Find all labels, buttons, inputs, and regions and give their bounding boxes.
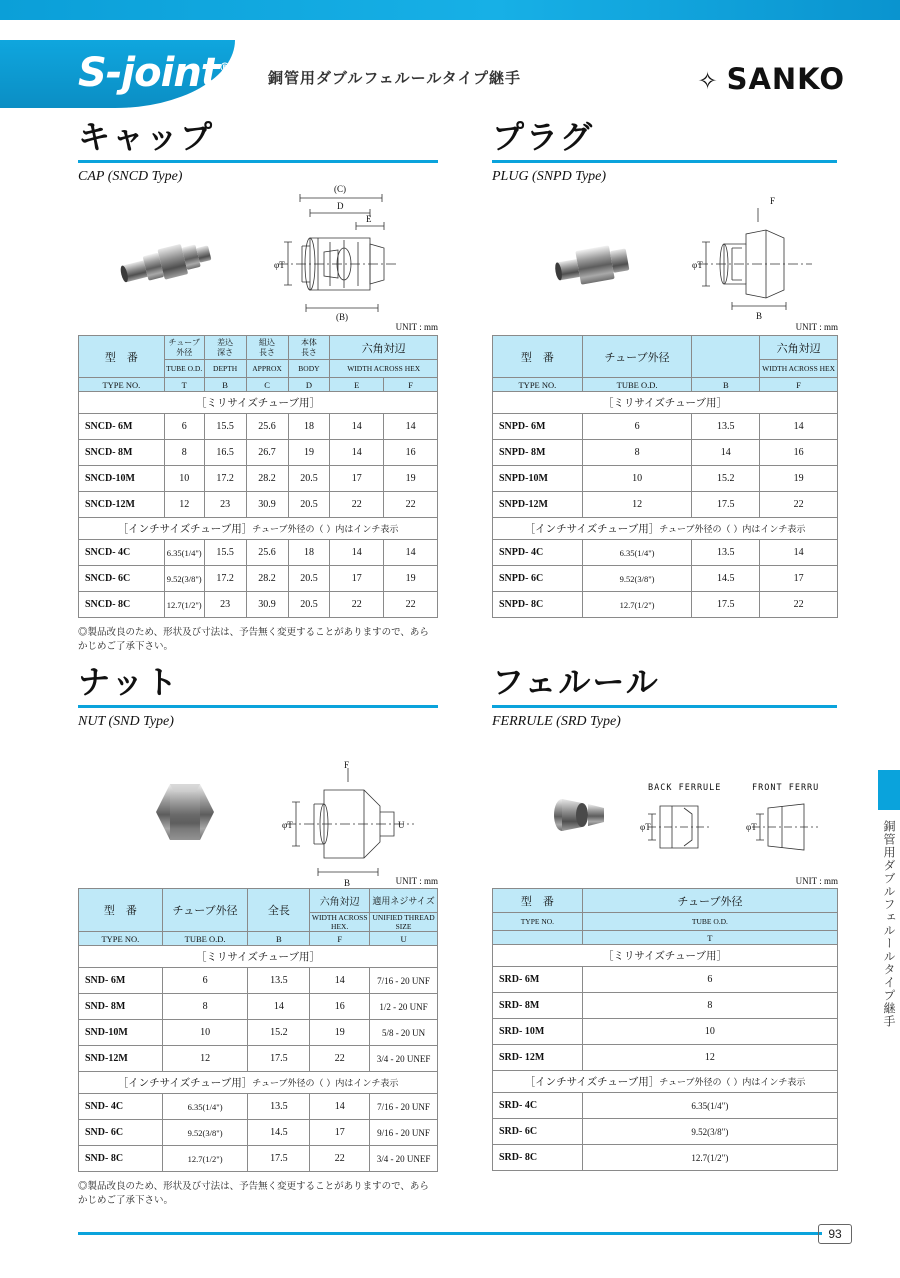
plug-sym-b: B	[692, 378, 760, 392]
svg-text:D: D	[337, 201, 344, 211]
cell-t: 10	[582, 1019, 837, 1045]
table-row	[79, 540, 438, 566]
inch-note: チューブ外径の（ ）内はインチ表示	[659, 525, 806, 535]
plug-hdr-en-hex: WIDTH ACROSS HEX	[760, 360, 838, 378]
cell-type: SNPD- 4C	[493, 540, 583, 566]
nut-sym-f: F	[310, 932, 370, 946]
svg-text:B: B	[756, 311, 763, 321]
nut-header-jp	[79, 889, 438, 913]
cell-f: 16	[310, 994, 370, 1020]
cell-d: 20.5	[288, 466, 330, 492]
cell-type: SNCD-12M	[79, 492, 165, 518]
table-row	[79, 1020, 438, 1046]
cell-c: 28.2	[246, 566, 288, 592]
ferrule-header-sym	[493, 931, 838, 945]
cell-f: 16	[760, 440, 838, 466]
table-row	[79, 566, 438, 592]
cell-f: 17	[760, 566, 838, 592]
table-row	[493, 440, 838, 466]
cap-hdr-od: チューブ 外径	[164, 336, 204, 360]
section-subtitle-cap: CAP (SNCD Type)	[78, 169, 183, 184]
page-header	[0, 20, 900, 96]
cell-f: 14	[760, 414, 838, 440]
section-subtitle-nut: NUT (SND Type)	[78, 714, 174, 729]
cell-e: 17	[330, 566, 384, 592]
cell-t: 6	[162, 968, 248, 994]
nut-hdr-en-hex: WIDTH ACROSS HEX.	[310, 913, 370, 932]
table-row	[493, 466, 838, 492]
cell-b: 13.5	[248, 1094, 310, 1120]
cell-f: 17	[310, 1120, 370, 1146]
page-number: 93	[818, 1224, 852, 1244]
cell-f: 16	[384, 440, 438, 466]
cell-b: 15.5	[204, 540, 246, 566]
cell-f: 19	[384, 566, 438, 592]
cell-type: SRD- 8M	[493, 993, 583, 1019]
cell-d: 20.5	[288, 566, 330, 592]
cell-t: 8	[582, 440, 692, 466]
cell-f: 22	[310, 1146, 370, 1172]
cap-hdr-depth: 差込 深さ	[204, 336, 246, 360]
ferrule-hdr-en-od: TUBE O.D.	[582, 913, 837, 931]
table-row	[493, 993, 838, 1019]
cell-b: 14	[692, 440, 760, 466]
table-row	[79, 414, 438, 440]
cell-b: 17.5	[248, 1146, 310, 1172]
sanko-brand	[697, 62, 845, 96]
cap-hdr-hex: 六角対辺	[330, 336, 438, 360]
cap-header-jp	[79, 336, 438, 360]
cap-sym-b: B	[204, 378, 246, 392]
cap-spec-table	[78, 335, 438, 652]
inch-note: チューブ外径の（ ）内はインチ表示	[252, 525, 399, 535]
svg-text:FRONT FERRU: FRONT FERRU	[752, 783, 820, 793]
cell-type: SND- 6M	[79, 968, 163, 994]
nut-group-inch-label	[79, 1072, 438, 1094]
svg-text:φT: φT	[746, 822, 757, 832]
cell-c: 25.6	[246, 540, 288, 566]
cell-type: SND- 8M	[79, 994, 163, 1020]
cell-d: 18	[288, 540, 330, 566]
cell-type: SND- 8C	[79, 1146, 163, 1172]
section-cap	[78, 112, 438, 185]
cell-f: 19	[384, 466, 438, 492]
cap-sym-t: T	[164, 378, 204, 392]
footer-rule	[78, 1232, 822, 1235]
section-title-plug: プラグ	[492, 118, 595, 156]
nut-sym-u: U	[370, 932, 438, 946]
table-row	[493, 1119, 838, 1145]
nut-group-inch	[79, 1072, 438, 1094]
cell-d: 20.5	[288, 492, 330, 518]
nut-hdr-thread: 適用ネジサイズ	[370, 889, 438, 913]
table-row	[493, 540, 838, 566]
plug-sym-od: TUBE O.D.	[582, 378, 692, 392]
plug-group-inch-label	[493, 518, 838, 540]
cell-b: 23	[204, 592, 246, 618]
svg-text:φT: φT	[274, 260, 285, 270]
cell-b: 15.2	[248, 1020, 310, 1046]
plug-hdr-blank	[692, 336, 760, 378]
nut-sym-type: TYPE NO.	[79, 932, 163, 946]
cell-b: 17.5	[248, 1046, 310, 1072]
cap-hdr-en-hex: WIDTH ACROSS HEX	[330, 360, 438, 378]
nut-spec-table	[78, 888, 438, 1206]
cell-c: 28.2	[246, 466, 288, 492]
cap-hdr-en-body: BODY	[288, 360, 330, 378]
cell-t: 9.52(3/8")	[582, 566, 692, 592]
cap-sym-c: C	[246, 378, 288, 392]
cell-e: 14	[330, 540, 384, 566]
cell-t: 10	[162, 1020, 248, 1046]
nut-hdr-hex: 六角対辺	[310, 889, 370, 913]
plug-product-photo	[540, 230, 650, 300]
table-row	[493, 1019, 838, 1045]
cell-type: SNCD- 4C	[79, 540, 165, 566]
cell-type: SND-10M	[79, 1020, 163, 1046]
sanko-diamond-icon: ✧	[697, 67, 719, 95]
section-rule-plug	[492, 160, 837, 163]
cell-f: 22	[310, 1046, 370, 1072]
cell-t: 6.35(1/4")	[582, 1093, 837, 1119]
cell-f: 14	[310, 1094, 370, 1120]
cell-type: SNPD- 8C	[493, 592, 583, 618]
table-row	[79, 1046, 438, 1072]
cell-f: 14	[384, 540, 438, 566]
ferrule-sym-blank	[493, 931, 583, 945]
cell-t: 12	[164, 492, 204, 518]
ferrule-group-inch	[493, 1071, 838, 1093]
cell-b: 23	[204, 492, 246, 518]
cell-c: 30.9	[246, 492, 288, 518]
table-row	[79, 492, 438, 518]
cell-b: 15.5	[204, 414, 246, 440]
section-title-nut: ナット	[78, 663, 180, 701]
inch-label: ［インチサイズチューブ用］	[524, 523, 660, 535]
cell-c: 25.6	[246, 414, 288, 440]
cell-d: 20.5	[288, 592, 330, 618]
cap-hdr-en-depth: DEPTH	[204, 360, 246, 378]
s-joint-logo	[78, 50, 230, 96]
cell-t: 9.52(3/8")	[164, 566, 204, 592]
inch-label: ［インチサイズチューブ用］	[524, 1076, 660, 1088]
svg-text:φT: φT	[640, 822, 651, 832]
cell-t: 12	[162, 1046, 248, 1072]
cell-type: SND- 4C	[79, 1094, 163, 1120]
plug-hdr-hex: 六角対辺	[760, 336, 838, 360]
plug-group-milli-label: ［ミリサイズチューブ用］	[493, 392, 838, 414]
cell-f: 19	[760, 466, 838, 492]
ferrule-group-milli-label: ［ミリサイズチューブ用］	[493, 945, 838, 967]
cell-b: 13.5	[692, 540, 760, 566]
cap-group-milli	[79, 392, 438, 414]
cell-t: 9.52(3/8")	[162, 1120, 248, 1146]
cell-d: 18	[288, 414, 330, 440]
cell-f: 19	[310, 1020, 370, 1046]
ferrule-unit-label: UNIT : mm	[795, 876, 838, 886]
inch-note: チューブ外径の（ ）内はインチ表示	[252, 1079, 399, 1089]
cell-f: 22	[384, 492, 438, 518]
cell-f: 14	[760, 540, 838, 566]
section-subtitle-plug: PLUG (SNPD Type)	[492, 169, 607, 184]
cell-t: 12.7(1/2")	[164, 592, 204, 618]
nut-hdr-len: 全長	[248, 889, 310, 932]
cell-type: SRD- 12M	[493, 1045, 583, 1071]
cell-type: SNCD- 8C	[79, 592, 165, 618]
inch-label: ［インチサイズチューブ用］	[117, 1077, 253, 1089]
cap-sym-type: TYPE NO.	[79, 378, 165, 392]
cell-f: 22	[384, 592, 438, 618]
ferrule-product-photo	[548, 790, 618, 840]
ferrule-group-inch-label	[493, 1071, 838, 1093]
table-row	[493, 566, 838, 592]
cell-c: 30.9	[246, 592, 288, 618]
cell-type: SRD- 10M	[493, 1019, 583, 1045]
cap-sym-d: D	[288, 378, 330, 392]
cell-t: 9.52(3/8")	[582, 1119, 837, 1145]
nut-hdr-od: チューブ外径	[162, 889, 248, 932]
ferrule-sym-t: T	[582, 931, 837, 945]
cap-unit-label: UNIT : mm	[395, 322, 438, 332]
cell-t: 6	[582, 414, 692, 440]
plug-hdr-od: チューブ外径	[582, 336, 692, 378]
plug-spec-table	[492, 335, 838, 618]
plug-header-jp	[493, 336, 838, 360]
cap-footnote: ◎製品改良のため、形状及び寸法は、予告無く変更することがありますので、あらかじめご了承下さい。	[78, 627, 429, 652]
cell-e: 22	[330, 592, 384, 618]
nut-sym-od: TUBE O.D.	[162, 932, 248, 946]
table-row	[79, 440, 438, 466]
cell-type: SRD- 4C	[493, 1093, 583, 1119]
cell-e: 22	[330, 492, 384, 518]
cell-u: 9/16 - 20 UNF	[370, 1120, 438, 1146]
cell-type: SRD- 6C	[493, 1119, 583, 1145]
cell-t: 12	[582, 492, 692, 518]
nut-footnote: ◎製品改良のため、形状及び寸法は、予告無く変更することがありますので、あらかじめご了承下さい。	[78, 1181, 429, 1206]
svg-text:φT: φT	[282, 820, 293, 830]
table-row	[79, 1146, 438, 1172]
cell-u: 3/4 - 20 UNEF	[370, 1046, 438, 1072]
table-row	[79, 968, 438, 994]
cell-u: 3/4 - 20 UNEF	[370, 1146, 438, 1172]
cell-t: 8	[162, 994, 248, 1020]
cell-type: SNPD-10M	[493, 466, 583, 492]
cell-t: 12.7(1/2")	[582, 592, 692, 618]
header-title: 銅管用ダブルフェルールタイプ継手	[268, 70, 522, 87]
cell-b: 13.5	[248, 968, 310, 994]
svg-text:B: B	[344, 878, 351, 888]
ferrule-header-jp	[493, 889, 838, 913]
table-row	[79, 592, 438, 618]
ferrule-hdr-en-type: TYPE NO.	[493, 913, 583, 931]
cell-t: 6	[582, 967, 837, 993]
cell-type: SNCD-10M	[79, 466, 165, 492]
cell-type: SNPD- 8M	[493, 440, 583, 466]
nut-hdr-en-thread: UNIFIED THREAD SIZE	[370, 913, 438, 932]
cap-sym-f: F	[384, 378, 438, 392]
cell-f: 22	[760, 592, 838, 618]
plug-group-milli	[493, 392, 838, 414]
cell-e: 14	[330, 414, 384, 440]
cap-group-milli-label: ［ミリサイズチューブ用］	[79, 392, 438, 414]
cell-type: SNPD- 6C	[493, 566, 583, 592]
nut-group-milli	[79, 946, 438, 968]
table-row	[79, 1094, 438, 1120]
plug-group-inch	[493, 518, 838, 540]
cell-type: SNCD- 6M	[79, 414, 165, 440]
cell-u: 7/16 - 20 UNF	[370, 968, 438, 994]
cell-type: SNCD- 6C	[79, 566, 165, 592]
cap-group-inch-label	[79, 518, 438, 540]
cell-type: SNCD- 8M	[79, 440, 165, 466]
cell-b: 17.2	[204, 466, 246, 492]
cap-hdr-body: 本体 長さ	[288, 336, 330, 360]
side-index-label: 銅管用ダブルフェルールタイプ継手	[882, 820, 896, 1028]
cell-type: SRD- 6M	[493, 967, 583, 993]
nut-hdr-type: 型 番	[79, 889, 163, 932]
cap-hdr-approx: 組込 長さ	[246, 336, 288, 360]
cell-b: 17.2	[204, 566, 246, 592]
cell-t: 10	[582, 466, 692, 492]
ferrule-technical-drawing	[640, 778, 840, 868]
logo-text: S-joint	[78, 50, 219, 96]
nut-product-photo	[140, 770, 230, 860]
cell-type: SND-12M	[79, 1046, 163, 1072]
table-row	[79, 1120, 438, 1146]
cap-header-sym	[79, 378, 438, 392]
svg-text:(C): (C)	[334, 184, 346, 194]
cell-b: 17.5	[692, 592, 760, 618]
cell-u: 7/16 - 20 UNF	[370, 1094, 438, 1120]
table-row	[493, 1045, 838, 1071]
cap-product-photo	[105, 228, 235, 298]
cap-technical-drawing	[258, 180, 438, 325]
cell-e: 17	[330, 466, 384, 492]
cell-b: 13.5	[692, 414, 760, 440]
ferrule-hdr-type: 型 番	[493, 889, 583, 913]
cell-type: SNPD- 6M	[493, 414, 583, 440]
cell-f: 22	[760, 492, 838, 518]
cell-t: 12	[582, 1045, 837, 1071]
plug-sym-type: TYPE NO.	[493, 378, 583, 392]
ferrule-spec-table	[492, 888, 838, 1171]
plug-unit-label: UNIT : mm	[795, 322, 838, 332]
cell-d: 19	[288, 440, 330, 466]
cell-b: 16.5	[204, 440, 246, 466]
table-row	[493, 414, 838, 440]
cell-e: 14	[330, 440, 384, 466]
cell-f: 14	[310, 968, 370, 994]
cell-t: 6	[164, 414, 204, 440]
cell-type: SRD- 8C	[493, 1145, 583, 1171]
ferrule-hdr-od: チューブ外径	[582, 889, 837, 913]
registered-mark: ®	[218, 60, 230, 75]
svg-text:(B): (B)	[336, 312, 348, 322]
section-subtitle-ferrule: FERRULE (SRD Type)	[492, 714, 621, 729]
table-row	[493, 1145, 838, 1171]
table-row	[493, 592, 838, 618]
cell-b: 17.5	[692, 492, 760, 518]
plug-technical-drawing	[680, 186, 840, 326]
nut-group-milli-label: ［ミリサイズチューブ用］	[79, 946, 438, 968]
cap-group-inch	[79, 518, 438, 540]
cell-t: 10	[164, 466, 204, 492]
table-row	[493, 492, 838, 518]
cell-c: 26.7	[246, 440, 288, 466]
ferrule-group-milli	[493, 945, 838, 967]
table-row	[79, 466, 438, 492]
cell-t: 6.35(1/4")	[582, 540, 692, 566]
svg-text:BACK FERRULE: BACK FERRULE	[648, 783, 722, 793]
svg-text:F: F	[344, 760, 350, 770]
cell-b: 14.5	[248, 1120, 310, 1146]
svg-text:E: E	[366, 214, 372, 224]
cell-u: 5/8 - 20 UN	[370, 1020, 438, 1046]
plug-hdr-type: 型 番	[493, 336, 583, 378]
section-nut	[78, 657, 438, 730]
cell-f: 14	[384, 414, 438, 440]
svg-text:F: F	[770, 196, 776, 206]
cell-b: 15.2	[692, 466, 760, 492]
cap-sym-e: E	[330, 378, 384, 392]
section-title-cap: キャップ	[78, 118, 215, 156]
cell-b: 14.5	[692, 566, 760, 592]
nut-sym-b: B	[248, 932, 310, 946]
inch-label: ［インチサイズチューブ用］	[117, 523, 253, 535]
cell-t: 12.7(1/2")	[582, 1145, 837, 1171]
cell-t: 6.35(1/4")	[164, 540, 204, 566]
svg-text:φT: φT	[692, 260, 703, 270]
cell-t: 8	[582, 993, 837, 1019]
cell-u: 1/2 - 20 UNF	[370, 994, 438, 1020]
inch-note: チューブ外径の（ ）内はインチ表示	[659, 1078, 806, 1088]
section-plug	[492, 112, 837, 185]
ferrule-header-en	[493, 913, 838, 931]
plug-header-sym	[493, 378, 838, 392]
nut-unit-label: UNIT : mm	[395, 876, 438, 886]
section-rule-cap	[78, 160, 438, 163]
cell-t: 8	[164, 440, 204, 466]
table-row	[493, 1093, 838, 1119]
brand-text: SANKO	[726, 62, 845, 96]
cell-type: SND- 6C	[79, 1120, 163, 1146]
table-row	[79, 994, 438, 1020]
cell-t: 6.35(1/4")	[162, 1094, 248, 1120]
cell-type: SNPD-12M	[493, 492, 583, 518]
cell-t: 12.7(1/2")	[162, 1146, 248, 1172]
cap-hdr-en-approx: APPROX	[246, 360, 288, 378]
section-rule-ferrule	[492, 705, 837, 708]
section-rule-nut	[78, 705, 438, 708]
svg-text:U: U	[398, 820, 405, 830]
cap-hdr-type: 型 番	[79, 336, 165, 378]
section-title-ferrule: フェルール	[492, 663, 660, 701]
section-ferrule	[492, 657, 837, 730]
nut-technical-drawing	[268, 760, 438, 890]
cell-b: 14	[248, 994, 310, 1020]
side-index-tab[interactable]	[878, 770, 900, 810]
top-color-bar	[0, 0, 900, 20]
plug-sym-f: F	[760, 378, 838, 392]
table-row	[493, 967, 838, 993]
cap-hdr-en-od: TUBE O.D.	[164, 360, 204, 378]
nut-header-sym	[79, 932, 438, 946]
